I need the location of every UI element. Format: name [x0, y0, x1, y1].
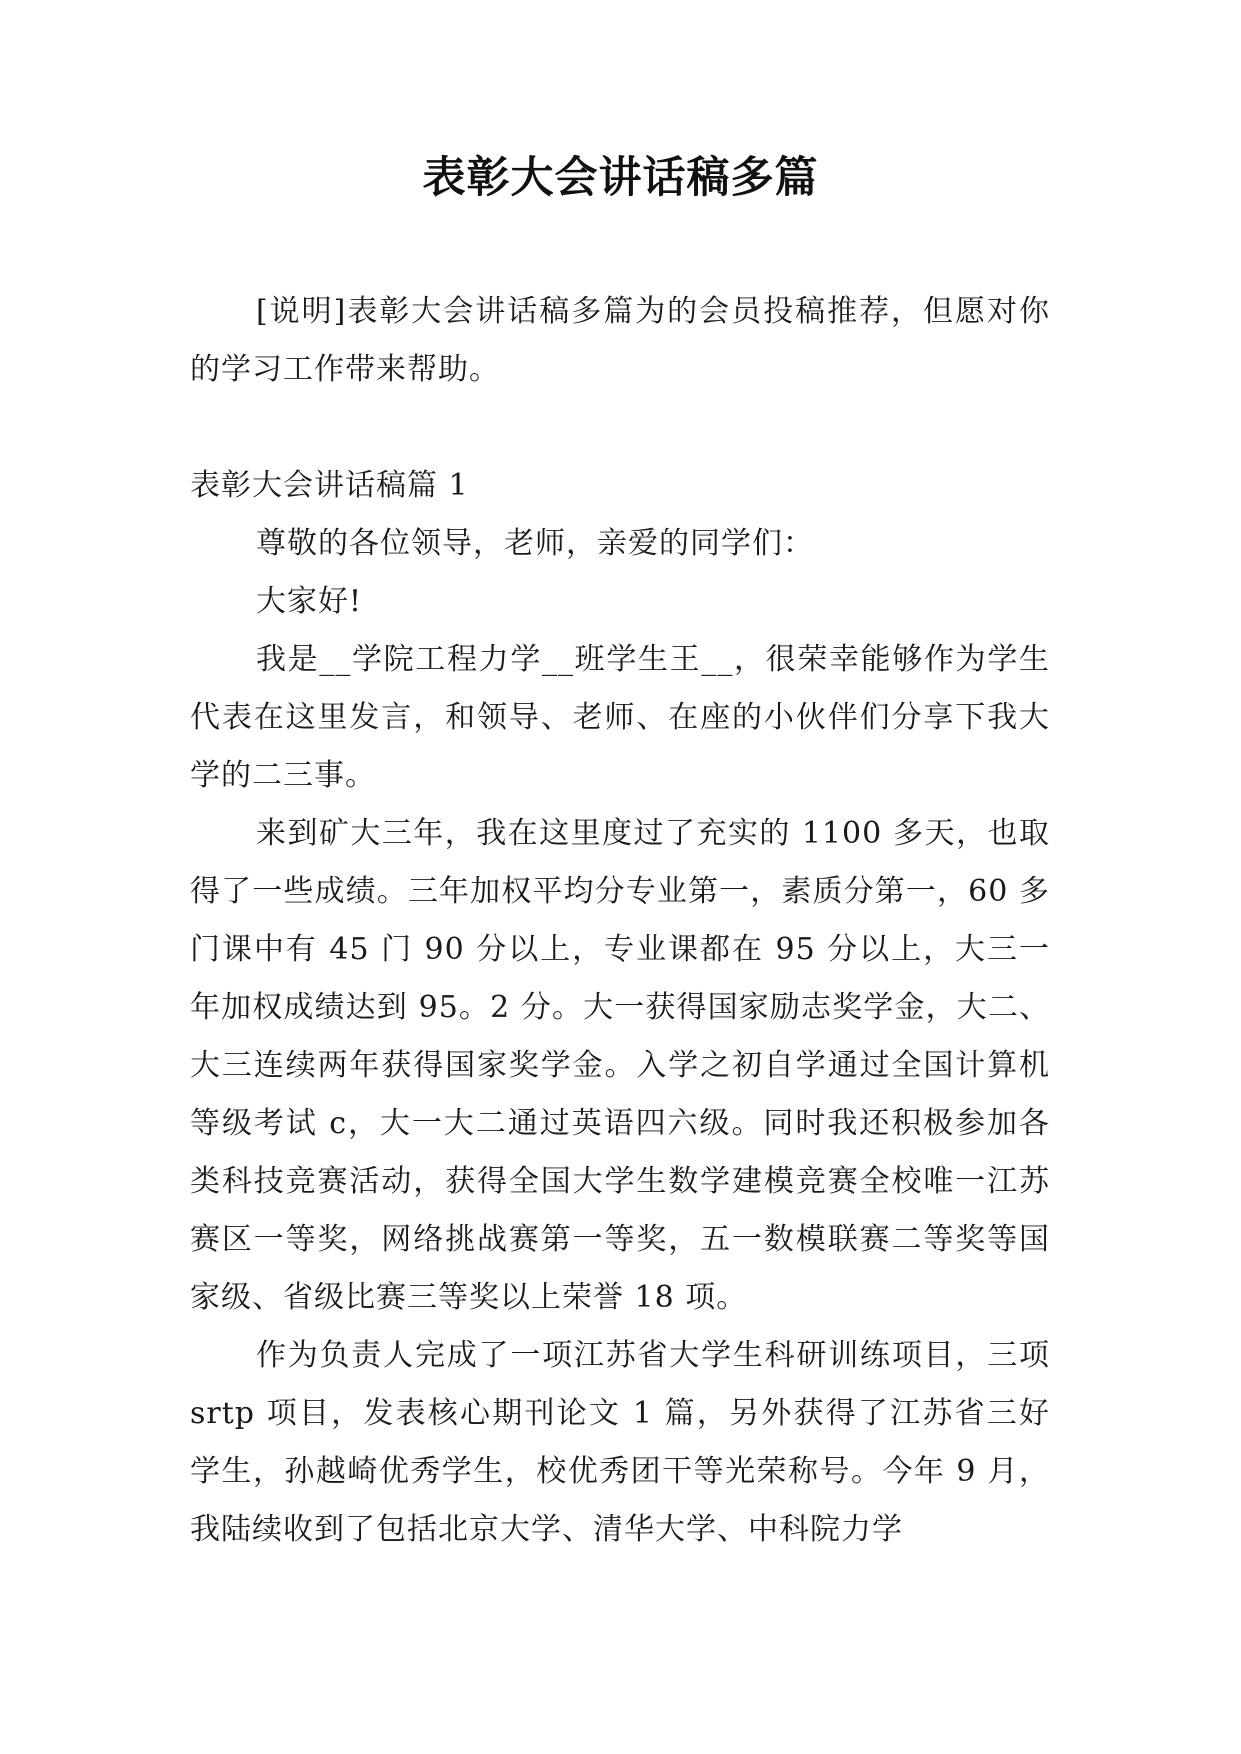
body-paragraph: 来到矿大三年，我在这里度过了充实的 1100 多天，也取得了一些成绩。三年加权平均分专业第一，素质分第一，60 多门课中有 45 门 90 分以上，专业课都在 95 分以上，大三一年加权成绩达到 95。2 分。大一获得国家励志奖学金，大二、大三连续两年获得国家奖学金。入学之初自学通过全国计算机等级考试 c，大一大二通过英语四六级。同时我还积极参加各类科技竞赛活动，获得全国大学生数学建模竞赛全校唯一江苏赛区一等奖，网络挑战赛第一等奖，五一数模联赛二等奖等国家级、省级比赛三等奖以上荣誉 18 项。 [190, 816, 1050, 1315]
document-title: 表彰大会讲话稿多篇 [422, 153, 819, 203]
body-paragraph: 作为负责人完成了一项江苏省大学生科研训练项目，三项 srtp 项目，发表核心期刊论文 1 篇，另外获得了江苏省三好学生，孙越崎优秀学生，校优秀团干等光荣称号。今年 9 月，我陆续收到了包括北京大学、清华大学、中科院力学 [190, 1338, 1050, 1547]
body-paragraph: 大家好! [256, 584, 363, 619]
section-heading: 表彰大会讲话稿篇 1 [190, 468, 469, 503]
body-paragraph: 尊敬的各位领导，老师，亲爱的同学们： [256, 526, 814, 561]
body-paragraph: 我是__学院工程力学__班学生王__，很荣幸能够作为学生代表在这里发言，和领导、老师、在座的小伙伴们分享下我大学的二三事。 [190, 642, 1050, 793]
document-body [190, 283, 1050, 1559]
intro-paragraph: [说明]表彰大会讲话稿多篇为的会员投稿推荐，但愿对你的学习工作带来帮助。 [190, 294, 1050, 387]
